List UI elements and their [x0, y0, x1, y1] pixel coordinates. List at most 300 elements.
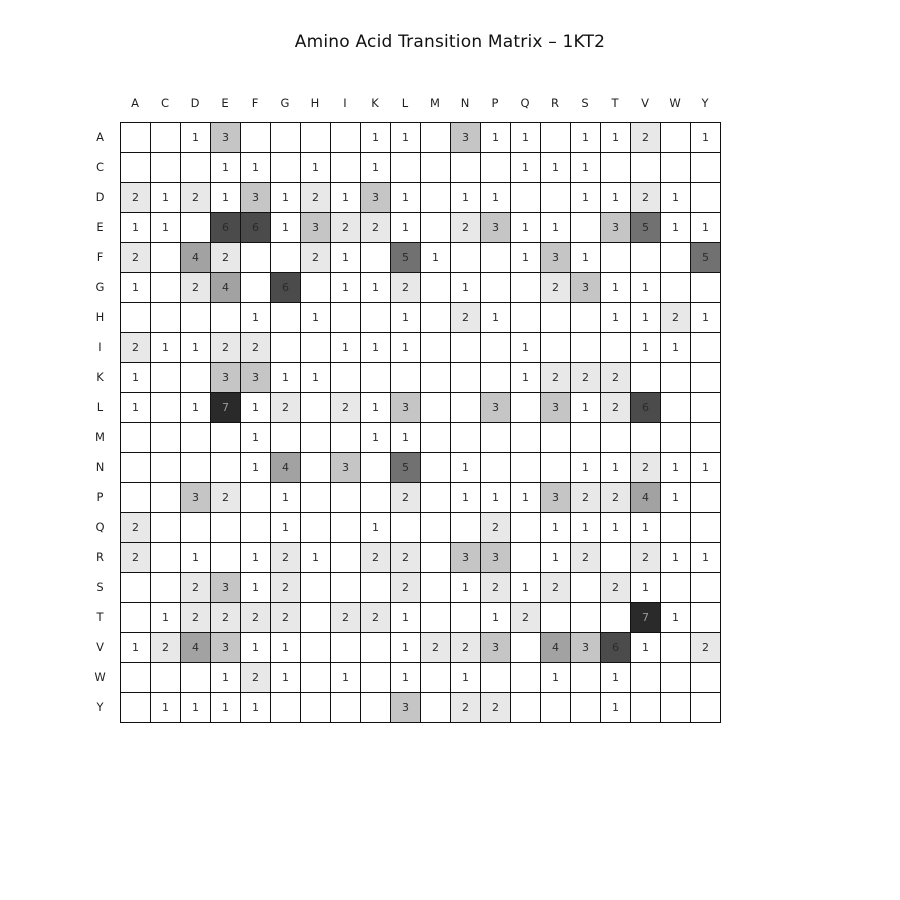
matrix-cell: 6	[270, 272, 300, 302]
matrix-cell: 1	[300, 362, 330, 392]
col-label: A	[131, 96, 139, 110]
matrix-cell	[150, 302, 180, 332]
matrix-cell: 1	[390, 302, 420, 332]
matrix-cell	[270, 422, 300, 452]
matrix-cell	[330, 302, 360, 332]
matrix-cell	[510, 542, 540, 572]
matrix-cell: 1	[270, 212, 300, 242]
matrix-cell: 3	[540, 482, 570, 512]
row-label: L	[96, 400, 104, 414]
matrix-cell: 6	[210, 212, 240, 242]
matrix-cell: 1	[240, 542, 270, 572]
col-label: Q	[520, 96, 530, 110]
matrix-cell: 2	[120, 542, 150, 572]
matrix-cell: 1	[390, 332, 420, 362]
matrix-cell: 2	[240, 332, 270, 362]
column-header-row	[120, 88, 720, 118]
col-label: S	[581, 96, 589, 110]
matrix-cell	[120, 482, 150, 512]
matrix-cell: 2	[390, 482, 420, 512]
chart-title: Amino Acid Transition Matrix – 1KT2	[294, 32, 606, 52]
matrix-cell: 2	[630, 182, 660, 212]
matrix-cell: 1	[390, 182, 420, 212]
matrix-cell: 7	[630, 602, 660, 632]
matrix-cell: 1	[180, 542, 210, 572]
row-label: I	[98, 340, 102, 354]
matrix-cell	[150, 392, 180, 422]
matrix-cell: 1	[570, 182, 600, 212]
row-label: Y	[96, 700, 104, 714]
matrix-cell: 2	[600, 362, 630, 392]
matrix-cell: 1	[570, 242, 600, 272]
matrix-cell	[150, 572, 180, 602]
col-label: K	[371, 96, 379, 110]
matrix-cell	[360, 632, 390, 662]
matrix-cell: 1	[240, 392, 270, 422]
matrix-cell: 3	[210, 362, 240, 392]
matrix-cell: 3	[390, 692, 420, 722]
matrix-cell: 4	[540, 632, 570, 662]
matrix-cell: 2	[570, 482, 600, 512]
matrix-cell: 3	[240, 362, 270, 392]
matrix-cell	[120, 122, 150, 152]
matrix-cell	[660, 362, 690, 392]
matrix-cell	[480, 662, 510, 692]
matrix-cell: 2	[600, 572, 630, 602]
matrix-cell: 1	[330, 272, 360, 302]
matrix-cell: 1	[300, 152, 330, 182]
matrix-cell	[570, 212, 600, 242]
matrix-cell: 3	[570, 632, 600, 662]
matrix-cell: 1	[150, 692, 180, 722]
matrix-cell: 1	[240, 302, 270, 332]
matrix-cell: 1	[600, 302, 630, 332]
matrix-cell: 1	[450, 662, 480, 692]
matrix-cell: 1	[600, 512, 630, 542]
matrix-cell: 2	[390, 542, 420, 572]
matrix-cell: 1	[480, 122, 510, 152]
col-label: M	[430, 96, 440, 110]
matrix-cell	[600, 242, 630, 272]
matrix-cell: 2	[330, 602, 360, 632]
matrix-cell: 5	[690, 242, 720, 272]
matrix-cell: 2	[600, 482, 630, 512]
matrix-cell	[690, 662, 720, 692]
row-label: K	[96, 370, 104, 384]
matrix-cell: 3	[210, 122, 240, 152]
matrix-cell: 1	[240, 692, 270, 722]
matrix-cell: 1	[270, 512, 300, 542]
matrix-cell	[360, 662, 390, 692]
matrix-cell: 2	[210, 602, 240, 632]
matrix-cell: 2	[210, 242, 240, 272]
matrix-cell: 1	[510, 122, 540, 152]
matrix-cell	[420, 482, 450, 512]
matrix-cell: 1	[240, 422, 270, 452]
matrix-cell: 1	[630, 572, 660, 602]
matrix-cell: 1	[210, 692, 240, 722]
matrix-cell: 4	[180, 632, 210, 662]
matrix-cell	[120, 602, 150, 632]
matrix-cell: 2	[630, 452, 660, 482]
matrix-cell	[480, 422, 510, 452]
matrix-cell: 4	[180, 242, 210, 272]
matrix-cell: 1	[570, 452, 600, 482]
matrix-cell	[450, 422, 480, 452]
matrix-cell	[660, 152, 690, 182]
matrix-cell: 5	[390, 452, 420, 482]
matrix-cell	[690, 392, 720, 422]
matrix-cell	[420, 272, 450, 302]
matrix-cell	[300, 482, 330, 512]
matrix-cell	[420, 422, 450, 452]
matrix-cell	[420, 662, 450, 692]
matrix-cell	[480, 152, 510, 182]
matrix-cell: 1	[660, 602, 690, 632]
matrix-cell	[420, 332, 450, 362]
matrix-cell: 1	[450, 452, 480, 482]
col-label: Y	[701, 96, 709, 110]
matrix-cell: 2	[180, 572, 210, 602]
matrix-cell: 3	[390, 392, 420, 422]
matrix-cell	[420, 542, 450, 572]
matrix-cell: 1	[180, 122, 210, 152]
matrix-cell: 2	[240, 662, 270, 692]
matrix-cell: 3	[540, 242, 570, 272]
row-label: Q	[95, 520, 105, 534]
matrix-cell	[150, 362, 180, 392]
matrix-cell	[150, 272, 180, 302]
matrix-cell: 1	[600, 452, 630, 482]
matrix-cell	[210, 302, 240, 332]
matrix-cell: 1	[210, 182, 240, 212]
matrix-cell: 2	[120, 512, 150, 542]
matrix-cell	[300, 452, 330, 482]
matrix-cell: 1	[600, 122, 630, 152]
matrix-cell	[540, 692, 570, 722]
matrix-cell: 1	[510, 332, 540, 362]
matrix-cell	[180, 212, 210, 242]
matrix-cell	[450, 152, 480, 182]
row-label: W	[94, 670, 106, 684]
matrix-cell: 1	[570, 392, 600, 422]
matrix-cell: 1	[270, 632, 300, 662]
matrix-cell: 2	[180, 272, 210, 302]
matrix-cell: 3	[450, 122, 480, 152]
matrix-cell: 1	[690, 542, 720, 572]
matrix-cell	[570, 422, 600, 452]
row-label: E	[96, 220, 104, 234]
matrix-cell: 3	[240, 182, 270, 212]
matrix-cell	[330, 542, 360, 572]
matrix-cell: 1	[390, 632, 420, 662]
matrix-cell	[150, 452, 180, 482]
matrix-cell	[180, 422, 210, 452]
matrix-cell	[450, 512, 480, 542]
row-label: A	[96, 130, 104, 144]
matrix-cell: 1	[540, 662, 570, 692]
matrix-cell: 1	[360, 332, 390, 362]
matrix-cell	[690, 692, 720, 722]
matrix-cell: 3	[180, 482, 210, 512]
matrix-cell: 2	[600, 392, 630, 422]
matrix-cell: 2	[240, 602, 270, 632]
matrix-cell	[180, 362, 210, 392]
matrix-cell	[360, 362, 390, 392]
matrix-cell: 3	[600, 212, 630, 242]
matrix-cell	[330, 572, 360, 602]
matrix-cell: 1	[480, 302, 510, 332]
matrix-cell: 2	[480, 512, 510, 542]
matrix-cell	[270, 692, 300, 722]
matrix-cell	[690, 572, 720, 602]
matrix-cell: 1	[510, 242, 540, 272]
matrix-cell	[300, 602, 330, 632]
matrix-cell	[630, 692, 660, 722]
matrix-cell	[420, 602, 450, 632]
matrix-cell: 1	[450, 572, 480, 602]
matrix-cell: 1	[360, 422, 390, 452]
matrix-cell	[300, 512, 330, 542]
matrix-cell: 1	[450, 272, 480, 302]
row-label: D	[95, 190, 105, 204]
matrix-cell	[450, 362, 480, 392]
matrix-cell	[690, 512, 720, 542]
matrix-cell: 1	[660, 182, 690, 212]
matrix-cell: 1	[210, 662, 240, 692]
matrix-cell: 1	[660, 452, 690, 482]
matrix-cell: 1	[240, 632, 270, 662]
matrix-cell	[210, 542, 240, 572]
matrix-cell	[390, 512, 420, 542]
matrix-cell	[240, 482, 270, 512]
matrix-cell: 1	[270, 662, 300, 692]
matrix-cell	[510, 272, 540, 302]
matrix-cell: 1	[330, 332, 360, 362]
matrix-cell: 1	[690, 212, 720, 242]
matrix-cell	[420, 182, 450, 212]
matrix-cell: 1	[180, 392, 210, 422]
matrix-cell: 1	[600, 662, 630, 692]
matrix-cell	[540, 422, 570, 452]
matrix-cell: 1	[150, 212, 180, 242]
matrix-cell: 4	[630, 482, 660, 512]
row-label: M	[95, 430, 105, 444]
matrix-cell: 3	[450, 542, 480, 572]
matrix-cell	[300, 692, 330, 722]
matrix-cell	[360, 482, 390, 512]
matrix-cell: 1	[540, 212, 570, 242]
matrix-cell	[510, 182, 540, 212]
matrix-cell: 1	[450, 182, 480, 212]
matrix-cell: 1	[390, 602, 420, 632]
matrix-cell	[510, 632, 540, 662]
matrix-cell	[390, 152, 420, 182]
matrix-cell	[210, 452, 240, 482]
matrix-cell	[450, 242, 480, 272]
matrix-cell: 2	[330, 212, 360, 242]
matrix-cell: 2	[180, 182, 210, 212]
matrix-cell: 1	[630, 332, 660, 362]
matrix-cell: 2	[450, 632, 480, 662]
matrix-cell	[660, 422, 690, 452]
matrix-cell	[570, 662, 600, 692]
matrix-cell: 2	[450, 212, 480, 242]
matrix-cell: 2	[570, 542, 600, 572]
matrix-cell	[150, 122, 180, 152]
matrix-cell: 2	[150, 632, 180, 662]
matrix-cell	[540, 452, 570, 482]
matrix-cell: 2	[450, 692, 480, 722]
matrix-cell: 3	[330, 452, 360, 482]
matrix-cell: 1	[360, 272, 390, 302]
matrix-cell	[660, 122, 690, 152]
matrix-cell	[510, 692, 540, 722]
matrix-cell	[330, 422, 360, 452]
matrix-cell	[330, 482, 360, 512]
col-label: T	[611, 96, 619, 110]
matrix-cell	[660, 512, 690, 542]
matrix-cell	[360, 242, 390, 272]
matrix-cell: 2	[390, 272, 420, 302]
matrix-cell	[150, 422, 180, 452]
matrix-cell	[120, 572, 150, 602]
matrix-cell: 2	[570, 362, 600, 392]
matrix-cell: 1	[630, 632, 660, 662]
matrix-cell	[450, 392, 480, 422]
matrix-cell: 1	[330, 662, 360, 692]
matrix-cell	[300, 332, 330, 362]
matrix-cell: 3	[570, 272, 600, 302]
matrix-cell: 1	[630, 302, 660, 332]
matrix-cell: 1	[690, 452, 720, 482]
matrix-cell	[120, 452, 150, 482]
row-label: G	[95, 280, 105, 294]
matrix-cell	[480, 242, 510, 272]
matrix-cell: 3	[360, 182, 390, 212]
matrix-cell	[180, 452, 210, 482]
col-label: R	[551, 96, 559, 110]
matrix-cell: 1	[480, 182, 510, 212]
matrix-cell: 3	[480, 392, 510, 422]
row-label: V	[96, 640, 104, 654]
matrix-cell: 1	[690, 122, 720, 152]
matrix-cell: 1	[240, 452, 270, 482]
matrix-cell	[690, 332, 720, 362]
matrix-cell	[540, 332, 570, 362]
matrix-cell	[420, 692, 450, 722]
matrix-cell	[690, 272, 720, 302]
matrix-cell	[420, 512, 450, 542]
matrix-cell: 1	[630, 512, 660, 542]
matrix-cell	[300, 272, 330, 302]
matrix-cell: 1	[360, 152, 390, 182]
matrix-cell: 2	[180, 602, 210, 632]
matrix-cell	[150, 152, 180, 182]
matrix-cell: 3	[300, 212, 330, 242]
matrix-cell	[660, 392, 690, 422]
matrix-cell: 1	[390, 122, 420, 152]
matrix-cell: 1	[630, 272, 660, 302]
matrix-cell: 1	[150, 332, 180, 362]
matrix-cell	[630, 422, 660, 452]
matrix-cell: 1	[120, 212, 150, 242]
matrix-cell	[660, 272, 690, 302]
matrix-cell: 1	[570, 512, 600, 542]
matrix-cell: 2	[420, 632, 450, 662]
matrix-cell: 2	[210, 482, 240, 512]
matrix-cell: 1	[150, 182, 180, 212]
matrix-cell: 2	[120, 332, 150, 362]
matrix-cell	[630, 152, 660, 182]
matrix-cell	[150, 542, 180, 572]
matrix-cell	[690, 482, 720, 512]
matrix-cell	[210, 422, 240, 452]
col-label: I	[343, 96, 347, 110]
matrix-cell	[420, 122, 450, 152]
matrix-cell	[690, 362, 720, 392]
col-label: L	[401, 96, 409, 110]
matrix-cell	[660, 632, 690, 662]
row-label: H	[95, 310, 105, 324]
matrix-cell	[570, 572, 600, 602]
matrix-cell	[360, 452, 390, 482]
matrix-cell	[540, 182, 570, 212]
matrix-cell: 6	[600, 632, 630, 662]
row-label: F	[96, 250, 104, 264]
matrix-cell	[150, 482, 180, 512]
matrix-cell: 1	[450, 482, 480, 512]
matrix-cell	[150, 662, 180, 692]
matrix-cell	[330, 362, 360, 392]
matrix-cell: 6	[630, 392, 660, 422]
matrix-cell: 1	[120, 392, 150, 422]
matrix-cell: 2	[120, 182, 150, 212]
matrix-cell: 1	[210, 152, 240, 182]
matrix-cell: 1	[540, 152, 570, 182]
matrix-cell	[690, 152, 720, 182]
matrix-cell	[480, 272, 510, 302]
matrix-cell	[600, 422, 630, 452]
matrix-cell: 1	[390, 662, 420, 692]
matrix-cell	[240, 272, 270, 302]
matrix-cell: 1	[570, 152, 600, 182]
matrix-cell: 1	[180, 692, 210, 722]
matrix-cell: 1	[360, 122, 390, 152]
matrix-cell: 3	[480, 542, 510, 572]
matrix-cell: 1	[660, 212, 690, 242]
matrix-cell: 1	[510, 482, 540, 512]
matrix-cell	[120, 422, 150, 452]
matrix-cell	[180, 662, 210, 692]
matrix-cell: 2	[300, 182, 330, 212]
matrix-cell	[360, 302, 390, 332]
matrix-cell: 1	[360, 392, 390, 422]
row-label: R	[96, 550, 104, 564]
matrix-cell	[300, 122, 330, 152]
matrix-cell	[150, 512, 180, 542]
matrix-cell: 1	[600, 692, 630, 722]
matrix-cell	[210, 512, 240, 542]
matrix-cell	[540, 302, 570, 332]
matrix-cell: 1	[480, 482, 510, 512]
matrix-cell: 1	[180, 332, 210, 362]
matrix-cell	[420, 302, 450, 332]
matrix-cell: 2	[360, 602, 390, 632]
matrix-cell	[480, 362, 510, 392]
matrix-cell: 1	[510, 362, 540, 392]
matrix-cell	[120, 692, 150, 722]
